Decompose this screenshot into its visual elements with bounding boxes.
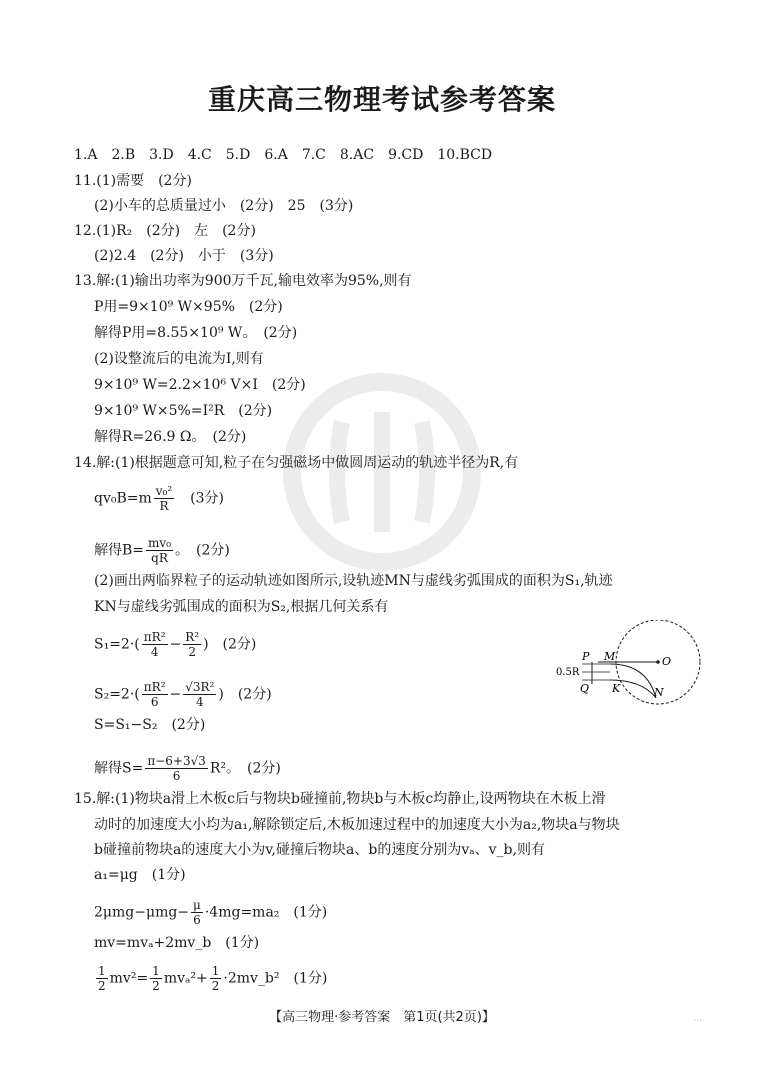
answer-line-q13f: 解得R=26.9 Ω。 (2分): [94, 429, 247, 445]
fraction-numerator: π−6+3√3: [147, 754, 206, 768]
answer-line-q14: 14.解:(1)根据题意可知,粒子在匀强磁场中做圆周运动的轨迹半径为R,有: [74, 455, 519, 471]
answer-line-q13e: 9×10⁹ W×5%=I²R (2分): [94, 403, 273, 419]
page-footer: 【高三物理·参考答案 第1页(共2页)】: [269, 1010, 495, 1025]
fraction: [183, 630, 201, 659]
fraction-numerator: πR²: [143, 630, 166, 644]
fig-label-q: Q: [580, 682, 590, 695]
formula-term: mvₐ²+: [163, 970, 208, 987]
fig-label-k: K: [612, 682, 621, 695]
formula-operator: −: [169, 636, 182, 653]
page-title: 重庆高三物理考试参考答案: [207, 83, 556, 116]
fig-label-p: P: [582, 650, 590, 663]
answer-line-q15f: mv=mvₐ+2mv_b (1分): [94, 935, 260, 951]
fraction: [191, 898, 203, 927]
formula-term: mv²=: [109, 970, 149, 987]
fraction-numerator: μ: [193, 898, 201, 912]
fraction: [142, 630, 168, 659]
formula-prefix: 解得B=: [94, 542, 145, 559]
fraction-numerator: 1: [98, 964, 106, 978]
fig-label-n: N: [654, 686, 664, 699]
formula-14h: [94, 754, 281, 783]
formula-prefix: 2μmg−μmg−: [94, 904, 190, 921]
fraction: [145, 754, 208, 783]
formula-prefix: qv₀B=m: [94, 490, 152, 507]
formula-14b: [94, 536, 230, 565]
fraction-denominator: 2: [188, 645, 196, 659]
fraction-numerator: R²: [185, 630, 200, 644]
answer-line-q15c: b碰撞前物块a的速度大小为v,碰撞后物块a、b的速度分别为vₐ、v_b,则有: [94, 842, 545, 858]
fraction: [154, 484, 174, 513]
fraction-numerator: 1: [211, 964, 220, 978]
watermark-logo-icon: [282, 372, 482, 572]
answer-line-q11: 11.(1)需要 (2分): [74, 173, 192, 189]
formula-14f: [94, 680, 272, 709]
formula-prefix: 解得S=: [94, 760, 144, 777]
formula-prefix: S₂=2·(: [94, 686, 140, 703]
fraction-numerator: 1: [152, 964, 160, 978]
answer-line-q13a: P用=9×10⁹ W×95% (2分): [94, 299, 283, 315]
formula-suffix: R²。 (2分): [209, 760, 281, 777]
answer-line-q15b: 动时的加速度大小均为a₁,解除锁定后,木板加速过程中的加速度大小为a₂,物块a与物块: [94, 817, 620, 833]
formula-suffix: 。 (2分): [175, 542, 230, 559]
answer-line-q13: 13.解:(1)输出功率为900万千瓦,输电效率为95%,则有: [74, 273, 412, 289]
fraction-denominator: 2: [98, 979, 106, 993]
fraction: [150, 964, 162, 993]
formula-suffix: (3分): [176, 490, 225, 507]
answer-line-q15d: a₁=μg (1分): [94, 867, 186, 883]
corner-mark: ...: [693, 1014, 702, 1024]
formula-15g: [94, 964, 327, 993]
fraction-denominator: qR: [151, 551, 168, 565]
formula-prefix: S₁=2·(: [94, 636, 140, 653]
answer-line-q13d: 9×10⁹ W=2.2×10⁶ V×I (2分): [94, 377, 306, 393]
formula-suffix: ·4mg=ma₂ (1分): [204, 904, 328, 921]
answer-line-mc: 1.A 2.B 3.D 4.C 5.D 6.A 7.C 8.AC 9.CD 10.BCD: [74, 147, 493, 163]
fraction-denominator: 4: [195, 695, 204, 709]
fraction: [183, 680, 216, 709]
fraction-numerator: √3R²: [185, 680, 215, 694]
answer-line-q11b: (2)小车的总质量过小 (2分) 25 (3分): [94, 198, 354, 214]
fraction-denominator: 2: [152, 979, 160, 993]
formula-14e: [94, 630, 256, 659]
fraction-numerator: mv₀: [148, 536, 171, 550]
trajectory-figure: [552, 620, 702, 710]
fraction: [142, 680, 168, 709]
formula-suffix: ·2mv_b² (1分): [223, 970, 328, 987]
fraction: [146, 536, 173, 565]
fig-label-o: O: [662, 655, 672, 668]
answer-line-q14d: KN与虚线劣弧围成的面积为S₂,根据几何关系有: [94, 599, 389, 615]
formula-suffix: ) (2分): [218, 686, 272, 703]
answer-line-q12b: (2)2.4 (2分) 小于 (3分): [94, 248, 274, 264]
answer-line-q13c: (2)设整流后的电流为I,则有: [94, 351, 264, 367]
formula-14a: [94, 484, 224, 513]
fraction: [210, 964, 222, 993]
answer-line-q14c: (2)画出两临界粒子的运动轨迹如图所示,设轨迹MN与虚线劣弧围成的面积为S₁,轨迹: [94, 573, 613, 589]
formula-operator: −: [169, 686, 182, 703]
fraction-denominator: 2: [211, 979, 220, 993]
formula-suffix: ) (2分): [203, 636, 257, 653]
answer-line-q12: 12.(1)R₂ (2分) 左 (2分): [74, 223, 256, 239]
formula-15e: [94, 898, 327, 927]
fraction-denominator: R: [159, 499, 169, 513]
fraction-denominator: 6: [172, 769, 181, 783]
fraction-denominator: 6: [193, 913, 201, 927]
answer-line-q13b: 解得P用=8.55×10⁹ W。 (2分): [94, 325, 298, 341]
fig-label-m: M: [604, 650, 616, 663]
answer-line-q14g: S=S₁−S₂ (2分): [94, 717, 206, 733]
fraction-numerator: v₀²: [155, 484, 173, 498]
fraction-numerator: πR²: [143, 680, 166, 694]
fraction: [96, 964, 108, 993]
fig-label-half-r: 0.5R: [556, 667, 580, 678]
answer-line-q15: 15.解:(1)物块a滑上木板c后与物块b碰撞前,物块b与木板c均静止,设两物块在木板上滑: [74, 791, 606, 807]
fraction-denominator: 4: [150, 645, 159, 659]
fraction-denominator: 6: [150, 695, 159, 709]
